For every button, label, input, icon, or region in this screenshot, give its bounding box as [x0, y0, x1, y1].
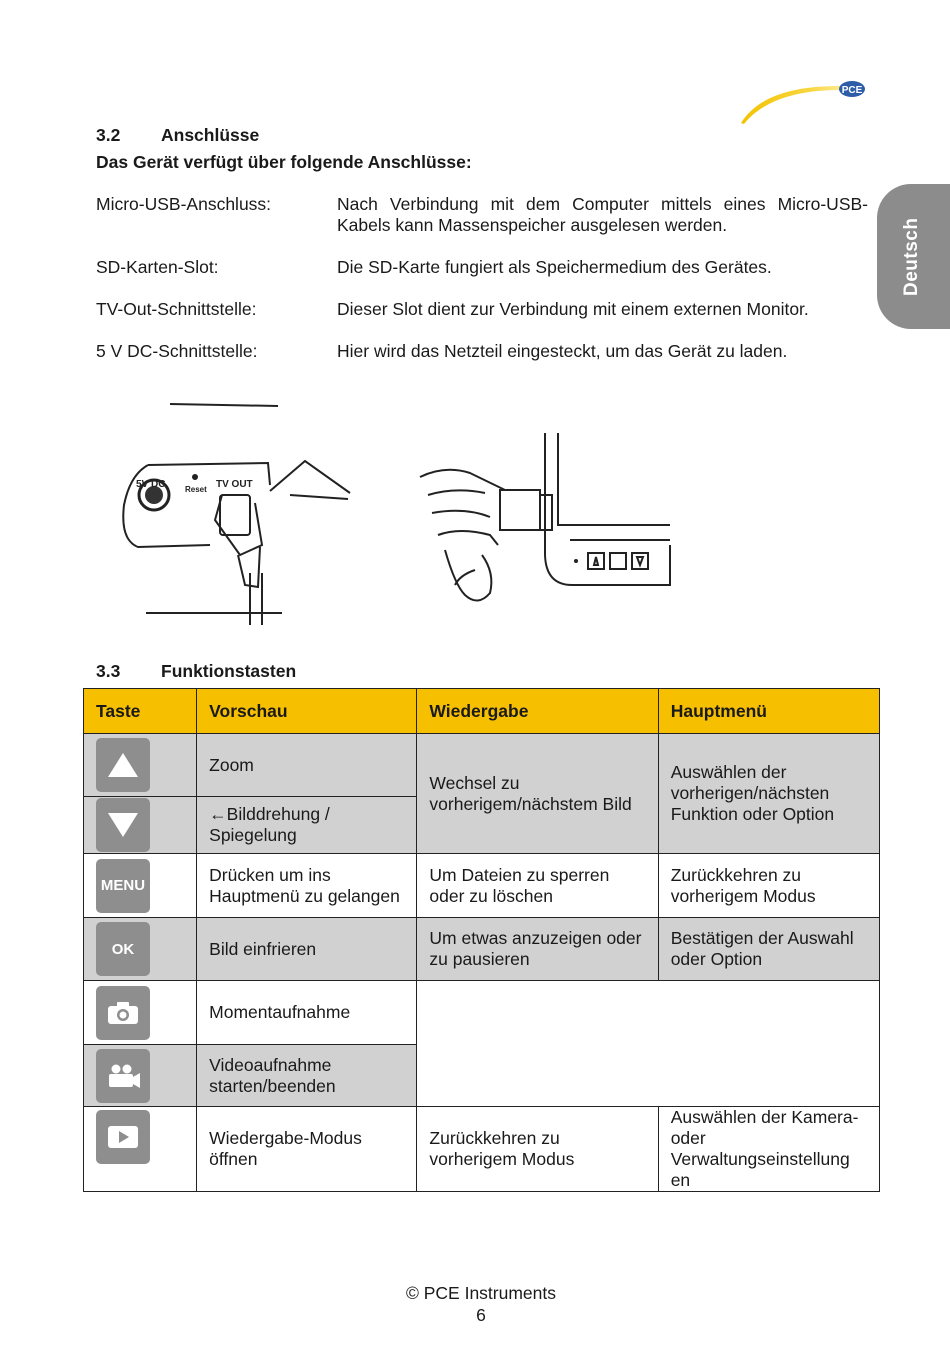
- table-row: [84, 734, 880, 797]
- section-title-keys: Funktionstasten: [161, 661, 297, 681]
- key-cell: [84, 734, 197, 797]
- connection-label: Micro-USB-Anschluss:: [96, 194, 272, 214]
- table-row: [84, 854, 880, 918]
- pce-logo: [738, 78, 868, 126]
- header-mainmenu: Hauptmenü: [658, 689, 879, 734]
- preview-cell: Bild einfrieren: [197, 918, 417, 981]
- function-keys-table: [83, 688, 880, 1192]
- empty-cell: [417, 981, 880, 1107]
- key-cell: [84, 1045, 197, 1107]
- preview-cell: ←Bilddrehung / Spiegelung: [197, 797, 417, 854]
- section-title-connections: Anschlüsse: [161, 125, 260, 145]
- connection-desc: Hier wird das Netzteil eingesteckt, um das Gerät zu laden.: [337, 341, 788, 361]
- playback-cell: Zurückkehren zu vorherigem Modus: [417, 1107, 658, 1192]
- ok-button-icon: OK: [96, 922, 150, 976]
- mainmenu-cell: Auswählen der Kamera- oder Verwaltungseinstellung en: [658, 1107, 879, 1192]
- table-row: [84, 918, 880, 981]
- table-header-row: [84, 689, 880, 734]
- header-playback: Wiedergabe: [417, 689, 658, 734]
- connection-desc: Dieser Slot dient zur Verbindung mit einem externen Monitor.: [337, 299, 809, 319]
- up-arrow-icon: [96, 738, 150, 792]
- section-number-keys: 3.3: [96, 661, 121, 681]
- key-cell: [84, 1107, 197, 1192]
- page-number: 6: [476, 1305, 486, 1325]
- key-cell: [84, 918, 197, 981]
- footer-copyright: © PCE Instruments: [405, 1283, 557, 1303]
- mainmenu-cell: Zurückkehren zu vorherigem Modus: [658, 854, 879, 918]
- preview-cell: Drücken um ins Hauptmenü zu gelangen: [197, 854, 417, 918]
- key-cell: [84, 854, 197, 918]
- language-tab-label: Deutsch: [901, 217, 922, 296]
- menu-button-icon: MENU: [96, 859, 150, 913]
- header-preview: Vorschau: [197, 689, 417, 734]
- camera-icon: [96, 986, 150, 1040]
- connection-desc: Nach Verbindung mit dem Computer mittels eines Micro-USB-Kabels kann Massenspeicher ausgelesen werden.: [337, 194, 868, 235]
- playback-cell: Um etwas anzuzeigen oder zu pausieren: [417, 918, 658, 981]
- mainmenu-cell: Bestätigen der Auswahl oder Option: [658, 918, 879, 981]
- down-arrow-icon: [96, 798, 150, 852]
- video-camera-icon: [96, 1049, 150, 1103]
- port-label-5vdc: 5V DC: [136, 479, 166, 490]
- port-label-reset: Reset: [185, 485, 207, 494]
- connection-label: SD-Karten-Slot:: [96, 257, 219, 277]
- table-row: [84, 1107, 880, 1192]
- key-cell: [84, 981, 197, 1045]
- connection-label: TV-Out-Schnittstelle:: [96, 299, 257, 319]
- playback-cell: Wechsel zu vorherigem/nächstem Bild: [417, 734, 658, 854]
- svg-text:PCE: PCE: [841, 85, 863, 96]
- ports-illustration: [110, 395, 680, 630]
- connection-desc: Die SD-Karte fungiert als Speichermedium des Gerätes.: [337, 257, 772, 277]
- key-cell: [84, 797, 197, 854]
- connections-intro: Das Gerät verfügt über folgende Anschlüsse:: [96, 152, 472, 172]
- connection-label: 5 V DC-Schnittstelle:: [96, 341, 258, 361]
- preview-cell: Momentaufnahme: [197, 981, 417, 1045]
- header-key: Taste: [84, 689, 197, 734]
- play-icon: [96, 1110, 150, 1164]
- table-row: [84, 981, 880, 1045]
- mainmenu-cell: Auswählen der vorherigen/nächsten Funktion oder Option: [658, 734, 879, 854]
- port-label-tvout: TV OUT: [216, 479, 253, 490]
- playback-cell: Um Dateien zu sperren oder zu löschen: [417, 854, 658, 918]
- language-tab: [877, 184, 950, 329]
- section-number-connections: 3.2: [96, 125, 121, 145]
- preview-cell: Videoaufnahme starten/beenden: [197, 1045, 417, 1107]
- preview-cell: Wiedergabe-Modus öffnen: [197, 1107, 417, 1192]
- preview-cell: Zoom: [197, 734, 417, 797]
